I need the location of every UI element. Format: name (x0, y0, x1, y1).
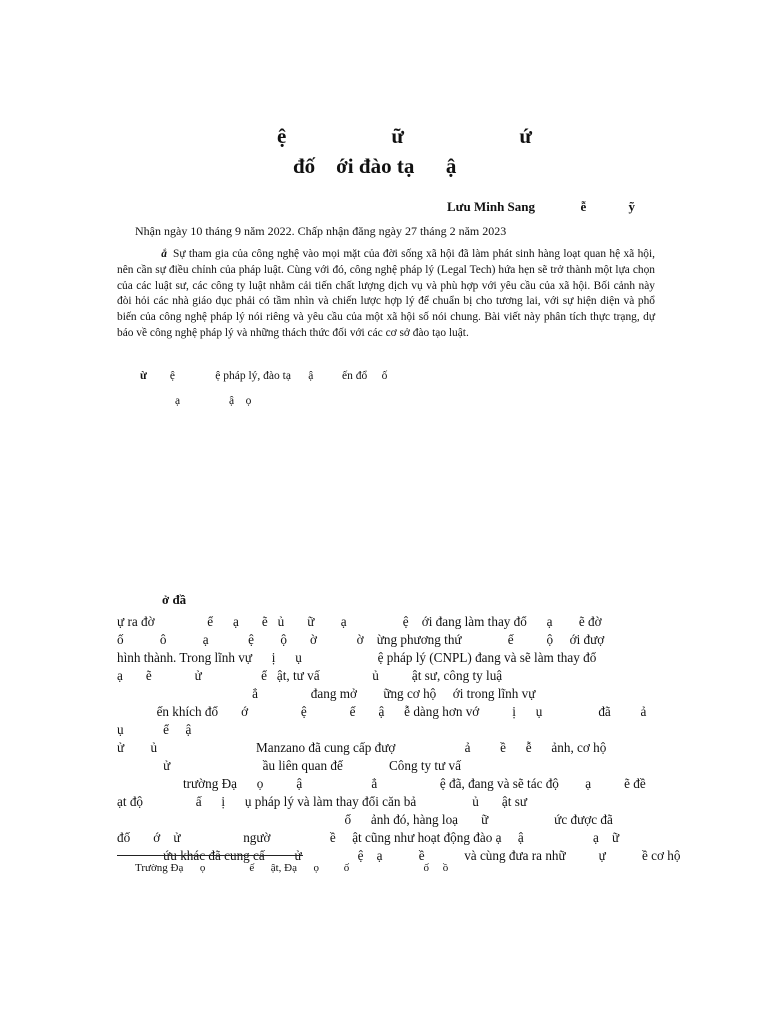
body-line: ố ô ạ ệ ộ ờ ờ ừng phương thứ ế ộ ới đượ (117, 632, 605, 647)
keywords (140, 370, 387, 382)
body-line: ạ ẽ ử ể ật, tư vấ ủ ật sư, công ty luậ (117, 668, 503, 683)
abstract-lead: ắ (161, 248, 167, 260)
title-line-2: đố ới đào tạ ậ (293, 154, 457, 178)
body-line: ố ảnh đó, hàng loạ ữ ức được đã (117, 812, 613, 827)
body-line: đố ớ ử ngườ ề ật cũng như hoạt động đào ạ ậ ạ ữ (117, 830, 620, 845)
body-line: ẳ đang mở ững cơ hộ ới trong lĩnh vự (117, 686, 536, 701)
received-date: Nhận ngày 10 tháng 9 năm 2022. Chấp nhận đăng ngày 27 tháng 2 năm 2023 (135, 224, 507, 238)
keywords-text: ệ ệ pháp lý, đào tạ ậ ến đổ ố (169, 370, 388, 382)
footnote-divider (117, 855, 303, 856)
keywords-label: ừ (140, 370, 147, 382)
section-heading: ở đầ (162, 592, 187, 607)
classification: ạ ậ ọ (175, 395, 252, 407)
body-line: ử ủ Manzano đã cung cấp đượ ả ề ễ ảnh, cơ hộ (117, 740, 607, 755)
footnote: Trường Đạ ọ ế ật, Đạ ọ ố ố ồ (135, 862, 449, 874)
title-line-1: ệ ữ ứ (277, 124, 533, 148)
author-line: Lưu Minh Sang ễ ỹ (447, 199, 636, 214)
body-line: ạt độ ấ ị ụ pháp lý và làm thay đổi căn bả ủ ật sư (117, 794, 528, 809)
body-line: ụ ể ậ (117, 722, 192, 737)
body-line: ến khích đổ ớ ệ ế ậ ễ dàng hơn vớ ị ụ đã ả (117, 704, 647, 719)
body-line: ứu khác đã cung cấ ử ệ ạ ề và cùng đưa ra nhữ ự ề cơ hộ (117, 848, 681, 863)
body-line: ử ầu liên quan đế Công ty tư vấ (117, 758, 461, 773)
body-line: hình thành. Trong lĩnh vự ị ụ ệ pháp lý (CNPL) đang và sẽ làm thay đổ (117, 650, 597, 665)
body-line: trường Đạ ọ ậ ẳ ệ đã, đang và sẽ tác độ ạ ẽ đề (117, 776, 646, 791)
body-line: ự ra đờ ể ạ ẽ ủ ữ ạ ệ ới đang làm thay đổ ạ ẽ đờ (117, 614, 602, 629)
abstract-text: Sự tham gia của công nghệ vào mọi mặt của đời sống xã hội đã làm phát sinh hàng loạt quan hệ xã hội, nên cần sự điều chỉnh của pháp luật. Cùng với đó, công nghệ pháp lý (Legal Tech) hứa hẹn sẽ trở thành một lựa chọn của các luật sư, các công ty luật nhằm cải tiến chất lượng dịch vụ và phù hợp với yêu cầu của xã hội. Bối cảnh này đòi hỏi các nhà giáo dục phải có tầm nhìn và chiến lược hợp lý để chuẩn bị cho tương lai, với sự hiện diện và phổ biến của công nghệ pháp lý nói riêng và yêu cầu của một xã hội số nói chung. Bài viết này phân tích thực trạng, dự báo về công nghệ pháp lý và những thách thức đối với các cơ sở đào tạo luật. (117, 248, 655, 339)
abstract (117, 247, 655, 342)
